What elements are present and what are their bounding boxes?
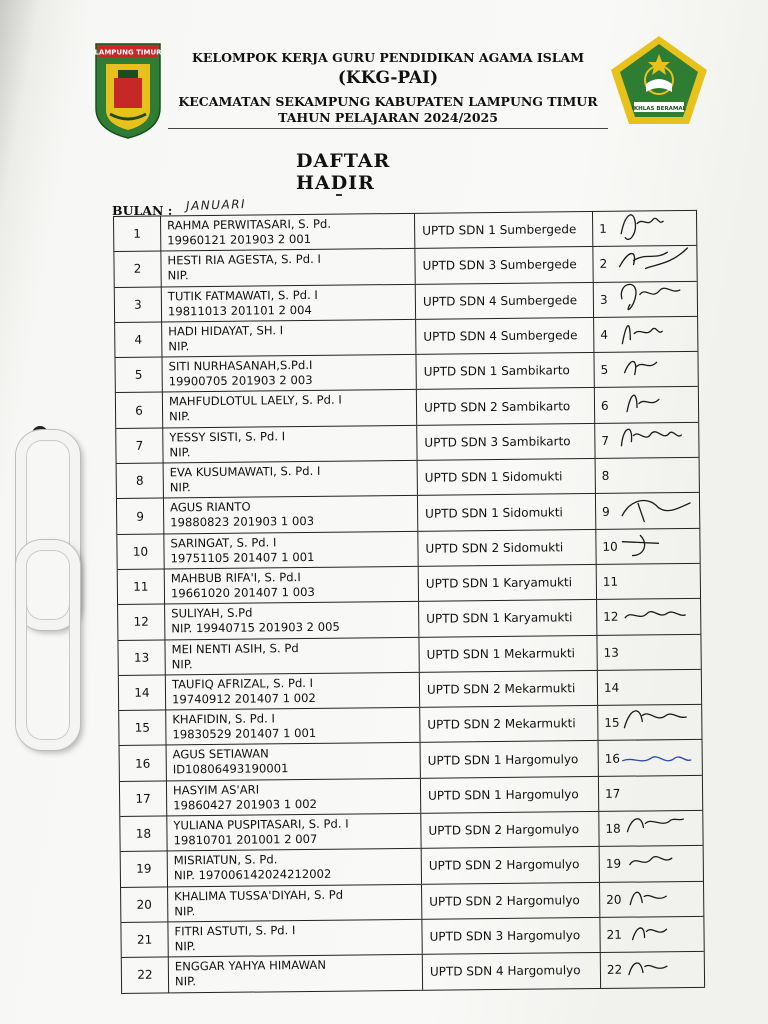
table-row (120, 740, 702, 781)
row-number: 22 (122, 958, 169, 993)
school-cell: UPTD SDN 3 Hargomulyo (422, 918, 600, 954)
participant-cell (166, 708, 420, 745)
row-number: 16 (120, 746, 167, 781)
signature-number: 17 (605, 786, 621, 801)
attendance-table (113, 210, 705, 994)
participant-cell (163, 390, 417, 427)
participant-nip: ID10806493190001 (172, 761, 289, 777)
participant-cell (165, 602, 419, 639)
participant-cell (165, 637, 419, 674)
participant-cell (168, 849, 422, 886)
participant-nip: NIP. (174, 903, 196, 919)
participant-name: HASYIM AS'ARI (172, 782, 260, 798)
row-number: 9 (117, 499, 164, 534)
school-cell: UPTD SDN 1 Sidomukti (418, 494, 596, 530)
participant-nip: 19880823 201903 1 003 (170, 514, 315, 530)
participant-nip: 19830529 201407 1 001 (172, 726, 317, 742)
signature-number: 3 (599, 292, 608, 307)
signature-number: 20 (606, 892, 622, 907)
row-number: 17 (120, 781, 167, 816)
signature-number: 13 (603, 645, 619, 660)
participant-name: HADI HIDAYAT, SH. I (168, 323, 284, 339)
participant-name: TAUFIQ AFRIZAL, S. Pd. I (171, 675, 314, 692)
participant-name: RAHMA PERWITASARI, S. Pd. (167, 216, 332, 233)
signature-stroke (622, 325, 662, 343)
header-organization: KELOMPOK KERJA GURU PENDIDIKAN AGAMA ISLAM (191, 50, 585, 65)
row-number: 15 (119, 711, 166, 746)
signature-number: 12 (603, 610, 619, 625)
school-cell: UPTD SDN 4 Sumbergede (416, 283, 594, 319)
participant-cell (164, 496, 418, 533)
signature-number: 4 (600, 327, 608, 342)
school-cell: UPTD SDN 3 Sumbergede (415, 247, 593, 283)
row-number: 19 (121, 852, 168, 887)
participant-nip: 19860427 201903 1 002 (173, 796, 318, 813)
row-number: 2 (114, 252, 161, 287)
table-row (115, 352, 697, 393)
signature-stroke (630, 857, 672, 865)
signature-number: 21 (606, 927, 622, 942)
row-number: 5 (115, 358, 162, 393)
participant-name: MISRIATUN, S. Pd. (173, 852, 278, 868)
header-divider (168, 128, 608, 129)
table-row (116, 423, 698, 464)
signature-number: 19 (605, 857, 622, 872)
signature-number: 6 (600, 398, 609, 413)
participant-name: FITRI ASTUTI, S. Pd. I (174, 923, 296, 939)
table-row (118, 599, 700, 640)
school-cell: UPTD SDN 1 Karyamukti (419, 565, 597, 601)
signature-stroke (621, 283, 680, 309)
row-number: 3 (115, 287, 162, 322)
participant-cell (167, 779, 421, 816)
participant-nip: NIP. (169, 444, 191, 460)
participant-nip: 19900705 201903 2 003 (168, 373, 313, 389)
participant-name: SITI NURHASANAH,S.Pd.I (168, 358, 313, 374)
school-cell: UPTD SDN 2 Sambikarto (417, 388, 595, 424)
signature-stroke (621, 214, 663, 239)
signature-number: 1 (599, 221, 607, 237)
signature-stroke (627, 395, 659, 412)
participant-nip: NIP. (169, 480, 191, 495)
signature-stroke (625, 361, 657, 374)
table-row (115, 317, 697, 358)
signature-cell (601, 952, 704, 987)
row-number: 4 (115, 322, 162, 357)
month-label: BULAN : (112, 203, 173, 218)
row-number: 8 (117, 464, 164, 499)
school-cell: UPTD SDN 1 Karyamukti (419, 600, 597, 636)
participant-cell (161, 249, 415, 286)
participant-nip: NIP. 197006142024212002 (173, 867, 332, 883)
table-row (117, 458, 699, 499)
signature-number: 9 (602, 504, 610, 519)
participant-nip: 19960121 201903 2 001 (167, 231, 312, 248)
participant-nip: 19751105 201407 1 001 (170, 549, 315, 566)
school-cell: UPTD SDN 1 Sidomukti (418, 459, 596, 495)
school-cell: UPTD SDN 2 Mekarmukti (420, 671, 598, 707)
signature-stroke (632, 928, 666, 940)
school-cell: UPTD SDN 2 Sidomukti (418, 530, 596, 566)
school-cell: UPTD SDN 1 Mekarmukti (419, 636, 597, 672)
participant-name: MAHFUDLOTUL LAELY, S. Pd. I (168, 393, 342, 409)
signature-cell (596, 529, 699, 564)
table-row (117, 529, 699, 570)
header-acronym: (KKG-PAI) (337, 68, 439, 88)
participant-name: TUTIK FATMAWATI, S. Pd. I (167, 287, 318, 304)
signature-number: 15 (604, 716, 620, 731)
row-number: 1 (114, 216, 161, 251)
school-cell: UPTD SDN 2 Hargomulyo (421, 812, 599, 848)
table-row (115, 281, 697, 322)
participant-cell (168, 920, 422, 957)
table-row (121, 917, 703, 958)
table-row (117, 493, 699, 534)
signature-number: 22 (606, 963, 623, 978)
row-number: 11 (118, 569, 165, 604)
signature-stroke (621, 429, 681, 446)
signature-stroke (619, 248, 687, 269)
participant-cell (163, 426, 417, 463)
participant-name: ENGGAR YAHYA HIMAWAN (174, 958, 327, 974)
participant-nip: NIP. (174, 974, 197, 989)
table-row (121, 881, 703, 922)
signature-number: 14 (603, 680, 620, 695)
participant-name: YULIANA PUSPITASARI, S. Pd. I (173, 816, 349, 833)
school-cell: UPTD SDN 1 Sambikarto (416, 353, 594, 389)
signature-stroke (629, 963, 667, 975)
table-row (116, 387, 698, 428)
participant-name: AGUS SETIAWAN (172, 746, 269, 762)
table-row (119, 670, 701, 711)
binder-clip (10, 420, 68, 740)
participant-nip: NIP. (174, 939, 196, 954)
participant-name: SARINGAT, S. Pd. I (170, 534, 277, 551)
row-number: 21 (121, 922, 168, 957)
participant-cell (167, 814, 421, 851)
participant-name: YESSY SISTI, S. Pd. I (169, 428, 286, 445)
participant-cell (165, 567, 419, 604)
participant-cell (169, 955, 423, 992)
signature-number: 16 (604, 751, 621, 766)
signature-number: 8 (601, 469, 610, 484)
participant-nip: 19740912 201407 1 002 (171, 690, 316, 707)
logo-left-text: LAMPUNG TIMUR (94, 48, 162, 57)
row-number: 7 (116, 428, 163, 463)
kemenag-logo (606, 32, 712, 128)
participant-cell (161, 214, 415, 251)
month-value: JANUARI (185, 196, 247, 214)
participant-nip: 19810701 201001 2 007 (173, 831, 318, 848)
school-cell: UPTD SDN 2 Hargomulyo (422, 883, 600, 919)
school-cell: UPTD SDN 4 Sumbergede (416, 318, 594, 354)
participant-name: MEI NENTI ASIH, S. Pd (171, 640, 299, 656)
participant-name: EVA KUSUMAWATI, S. Pd. I (169, 463, 321, 480)
participant-nip: NIP. 19940715 201903 2 005 (171, 619, 340, 636)
row-number: 14 (119, 675, 166, 710)
lampung-timur-logo (92, 40, 164, 140)
participant-nip: NIP. (167, 268, 189, 283)
header-district: KECAMATAN SEKAMPUNG KABUPATEN LAMPUNG TIMUR (178, 94, 598, 109)
table-row (118, 564, 700, 605)
signature-number: 18 (605, 821, 621, 837)
signature-stroke (630, 892, 666, 905)
participant-cell (168, 884, 422, 921)
signature-number: 5 (600, 363, 609, 378)
signature-number: 7 (601, 433, 610, 448)
header-year: TAHUN PELAJARAN 2024/2025 (278, 110, 498, 125)
binder-ring-lower (16, 540, 80, 750)
school-cell: UPTD SDN 1 Hargomulyo (421, 777, 599, 813)
signature-stroke (625, 612, 685, 618)
participant-nip: NIP. (169, 409, 191, 424)
row-number: 12 (118, 605, 165, 640)
logo-right-text: IKHLAS BERAMAL (631, 106, 687, 112)
participant-name: MAHBUB RIFA'I, S. Pd.I (170, 570, 301, 586)
participant-cell (164, 531, 418, 568)
row-number: 10 (117, 534, 164, 569)
participant-name: AGUS RIANTO (169, 499, 251, 515)
signature-cell (599, 740, 702, 775)
participant-name: KHALIMA TUSSA'DIYAH, S. Pd (174, 887, 344, 904)
signature-number: 10 (602, 539, 618, 554)
signature-stroke (623, 757, 691, 762)
page-title: DAFTAR HADIR (296, 150, 391, 194)
school-cell: UPTD SDN 4 Hargomulyo (423, 953, 601, 989)
school-cell: UPTD SDN 2 Hargomulyo (422, 847, 600, 883)
table-row (114, 246, 696, 287)
school-cell: UPTD SDN 3 Sambikarto (417, 424, 595, 460)
participant-cell (167, 743, 421, 780)
table-row (114, 211, 696, 252)
table-row (120, 776, 702, 817)
signature-cell (597, 634, 700, 669)
signature-number: 11 (602, 574, 619, 589)
participant-cell (162, 355, 416, 392)
table-row (120, 811, 702, 852)
school-cell: UPTD SDN 1 Sumbergede (415, 212, 593, 248)
ink-mark (336, 194, 342, 196)
signature-mark (623, 944, 700, 995)
participant-cell (166, 673, 420, 710)
table-row (121, 846, 703, 887)
participant-cell (162, 284, 416, 321)
participant-cell (164, 461, 418, 498)
row-number: 18 (120, 817, 167, 852)
signature-cell (597, 599, 700, 634)
participant-name: KHAFIDIN, S. Pd. I (172, 711, 275, 727)
row-number: 20 (121, 887, 168, 922)
table-row (119, 705, 701, 746)
school-cell: UPTD SDN 1 Hargomulyo (421, 741, 599, 777)
participant-name: SULIYAH, S.Pd (171, 605, 253, 621)
row-number: 6 (116, 393, 163, 428)
participant-nip: NIP. (168, 339, 190, 354)
row-number: 13 (118, 640, 165, 675)
school-cell: UPTD SDN 2 Mekarmukti (420, 706, 598, 742)
table-row (118, 634, 700, 675)
signature-number: 2 (599, 257, 608, 272)
participant-nip: NIP. (171, 656, 193, 671)
signature-stroke (622, 535, 658, 555)
signature-stroke (624, 711, 686, 728)
signature-stroke (622, 500, 690, 522)
signature-stroke (627, 818, 683, 831)
signature-cell (595, 423, 698, 458)
participant-nip: 19661020 201407 1 003 (170, 584, 315, 601)
participant-nip: 19811013 201101 2 004 (167, 302, 312, 319)
table-row (122, 952, 704, 993)
participant-name: HESTI RIA AGESTA, S. Pd. I (167, 252, 321, 268)
participant-cell (162, 320, 416, 357)
